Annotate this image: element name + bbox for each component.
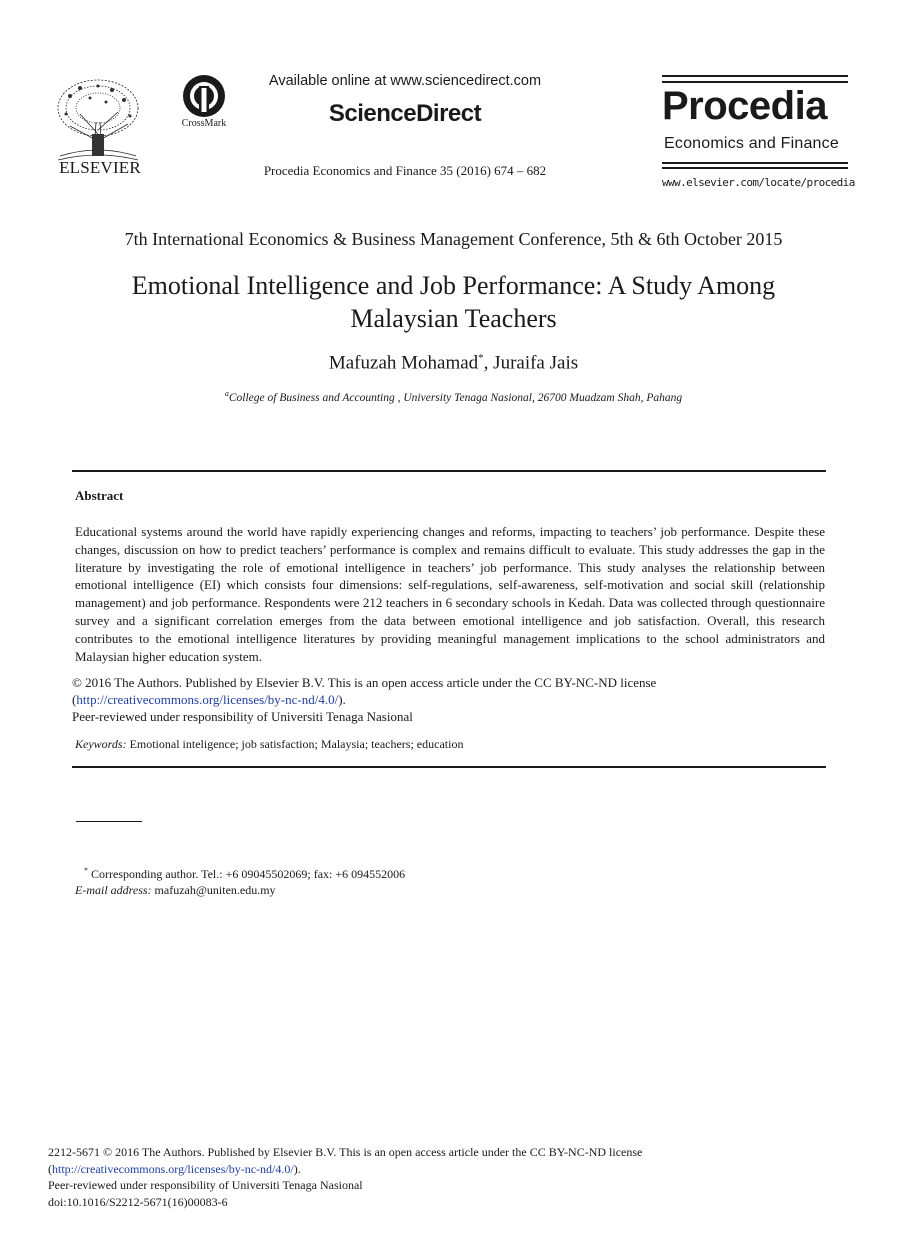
license-open-paren: (	[72, 692, 77, 707]
footer-url-line	[48, 1161, 848, 1178]
footer-close-paren: ).	[293, 1161, 301, 1176]
page-footer	[48, 1144, 848, 1210]
footer-open-paren: (	[48, 1161, 52, 1176]
paper-title: Emotional Intelligence and Job Performance: A Study Among Malaysian Teachers	[131, 271, 776, 333]
footnote-mark: *	[84, 866, 88, 875]
author-rest: , Juraifa Jais	[483, 352, 579, 374]
procedia-rule-bottom	[662, 162, 848, 164]
corresponding-author-text: Corresponding author. Tel.: +6 09045502069; fax: +6 094552006	[88, 867, 406, 881]
affiliation	[40, 389, 867, 404]
peer-review-line: Peer-reviewed under responsibility of Universiti Tenaga Nasional	[72, 709, 413, 724]
email-address[interactable]: mafuzah@uniten.edu.my	[151, 882, 276, 897]
keywords-line	[75, 737, 825, 752]
footnote-rule	[76, 821, 142, 822]
crossmark-label: CrossMark	[181, 118, 227, 129]
rule-above-abstract	[72, 470, 826, 472]
license-line: © 2016 The Authors. Published by Elsevier B.V. This is an open access article under the CC BY-NC-ND license	[72, 675, 657, 690]
abstract-heading: Abstract	[75, 488, 124, 503]
corresponding-author-line	[75, 863, 825, 883]
rule-below-keywords	[72, 766, 826, 768]
license-block	[72, 674, 832, 725]
footer-license-link[interactable]: http://creativecommons.org/licenses/by-nc-nd/4.0/	[52, 1161, 294, 1176]
corresponding-mark: *	[478, 352, 484, 364]
procedia-url[interactable]: www.elsevier.com/locate/procedia	[662, 176, 855, 189]
procedia-subtitle: Economics and Finance	[664, 135, 839, 152]
keywords-text: Emotional inteligence; job satisfaction; Malaysia; teachers; education	[126, 737, 464, 751]
abstract-body: Educational systems around the world have rapidly experiencing changes and reforms, impacting to teachers’ job performance. Despite these changes, discussion on how to predict teachers’ performance is complex and remains difficult to evaluate. This study addresses the gap in the literature by investigating the role of emotional intelligence in teachers’ job performance. This study analyses the relationship between emotional intelligence (EI) which consists four dimensions: self-regulations, self-awareness, self-motivation and social skill (relationship management) and job performance. Respondents were 212 teachers in 6 secondary schools in Kedah. Data was collected through questionnaire survey and a significant correlation emerges from the data between emotional intelligence and job satisfaction. Overall, this research contributes to the emotional intelligence literatures by providing meaningful management implications to the school administrators and Malaysian higher education system.	[75, 524, 825, 664]
author-list	[40, 352, 867, 374]
procedia-rule-bottom-thin	[662, 167, 848, 169]
keywords-label: Keywords:	[75, 737, 127, 751]
email-label: E-mail address:	[75, 882, 152, 897]
affiliation-text: College of Business and Accounting , University Tenaga Nasional, 26700 Muadzam Shah, Pahang	[228, 391, 683, 404]
affiliation-mark: a	[224, 389, 229, 398]
email-line	[75, 883, 825, 899]
footnote	[75, 863, 825, 898]
sciencedirect-logo[interactable]: ScienceDirect	[328, 100, 482, 127]
journal-citation: Procedia Economics and Finance 35 (2016) 674 – 682	[263, 163, 547, 178]
available-online-text: Available online at www.sciencedirect.com	[268, 73, 542, 89]
author-first: Mafuzah Mohamad	[328, 352, 479, 374]
footer-peer-review: Peer-reviewed under responsibility of Universiti Tenaga Nasional	[48, 1178, 363, 1192]
conference-line: 7th International Economics & Business Management Conference, 5th & 6th October 2015	[124, 229, 783, 249]
procedia-rule-top	[662, 75, 848, 77]
procedia-rule-top-thin	[662, 81, 848, 83]
license-link[interactable]: http://creativecommons.org/licenses/by-nc-nd/4.0/	[76, 692, 339, 707]
procedia-title: Procedia	[662, 84, 827, 128]
footer-doi[interactable]: doi:10.1016/S2212-5671(16)00083-6	[48, 1194, 228, 1209]
footer-issn-line: 2212-5671 © 2016 The Authors. Published by Elsevier B.V. This is an open access article under the CC BY-NC-ND license	[48, 1145, 643, 1159]
license-close-paren: ).	[338, 692, 346, 707]
license-url-line	[72, 691, 832, 708]
elsevier-wordmark: ELSEVIER	[59, 158, 141, 177]
